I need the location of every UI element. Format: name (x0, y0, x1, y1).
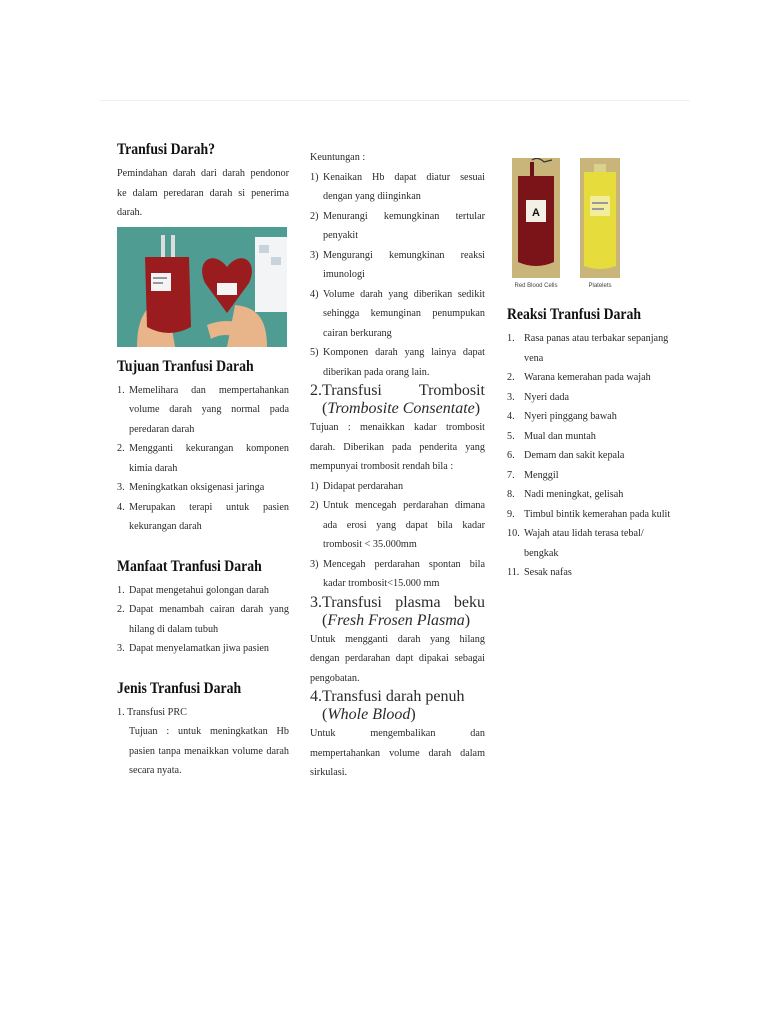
top-divider (100, 100, 690, 101)
blood-bag-photos (512, 158, 672, 291)
list-item: 6. Demam dan sakit kepala (507, 450, 625, 461)
svg-text:A: A (532, 207, 540, 219)
list-item: 3. Meningkatkan oksigenasi jaringa (117, 482, 265, 493)
transfusi-plasma-beku-desc: Untuk mengganti darah yang hilang dengan perdarahan dapt dipakai sebagai pengobatan. (310, 633, 485, 684)
column-1 (117, 140, 289, 781)
list-item: 2. Dapat menambah cairan darah yang hilang di dalam tubuh (117, 604, 289, 635)
list-item: 3. Nyeri dada (507, 391, 569, 403)
blood-donation-illustration (117, 227, 287, 347)
jenis-heading: Jenis Tranfusi Darah (117, 679, 242, 697)
list-item: 5. Mual dan muntah (507, 430, 596, 442)
transfusi-trombosit-desc: Tujuan : menaikkan kadar trombosit darah. Diberikan pada penderita yang mempunyai trombosit rendah bila : (310, 422, 485, 472)
list-item: 1) Didapat perdarahan (310, 480, 404, 492)
column-3 (507, 148, 672, 583)
keuntungan-list (310, 168, 485, 383)
column-2 (310, 148, 485, 783)
intro-text: Pemindahan darah dari darah pendonor ke dalam peredaran darah si penerima darah. (117, 168, 289, 218)
list-item: 1. Rasa panas atau terbakar sepanjang vena (507, 333, 669, 364)
jenis-item-1-desc: Tujuan : untuk meningkatkan Hb pasien tanpa menaikkan volume darah secara nyata. (129, 726, 289, 776)
platelets-photo (580, 158, 620, 291)
page-title: Tranfusi Darah? (117, 141, 215, 158)
list-item: 8. Nadi meningkat, gelisah (507, 489, 624, 500)
manfaat-heading: Manfaat Tranfusi Darah (117, 557, 262, 575)
list-item: 2) Menurangi kemungkinan tertular penyakit (310, 210, 485, 241)
transfusi-trombosit: 2. Transfusi Trombosit (Trombosite Consentate) (310, 382, 485, 417)
transfusi-darah-penuh: 4. Transfusi darah penuh (Whole Blood) (310, 688, 465, 723)
list-item: 4. Merupakan terapi untuk pasien kekurangan darah (117, 501, 289, 532)
blood-bag-icon (512, 158, 560, 278)
reaksi-list (507, 329, 672, 583)
list-item: 4. Nyeri pinggang bawah (507, 411, 617, 422)
reaksi-heading: Reaksi Tranfusi Darah (507, 306, 642, 323)
list-item: 9. Timbul bintik kemerahan pada kulit (507, 508, 671, 520)
tujuan-list (117, 381, 289, 537)
trombosit-list (310, 477, 485, 594)
list-item: 2) Untuk mencegah perdarahan dimana ada erosi yang dapat bila kadar trombosit < 35.000mm (310, 500, 485, 550)
list-item: 1) Kenaikan Hb dapat diatur sesuai dengan yang diinginkan (310, 171, 485, 202)
manfaat-list (117, 581, 289, 659)
list-item: 3) Mencegah perdarahan spontan bila kadar trombosit<15.000 mm (310, 558, 485, 589)
list-item: 3) Mengurangi kemungkinan reaksi imunologi (310, 249, 485, 280)
list-item: 4) Volume darah yang diberikan sedikit sehingga kemunginan penumpukan cairan berkurang (310, 288, 485, 339)
transfusi-darah-penuh-desc: Untuk mengembalikan dan mempertahankan volume darah dalam sirkulasi. (310, 728, 485, 778)
list-item: 1. Memelihara dan mempertahankan volume darah yang normal pada peredaran darah (117, 384, 289, 435)
platelet-bag-icon (580, 158, 620, 278)
list-item: 5) Komponen darah yang lainya dapat diberikan pada orang lain. (310, 347, 485, 378)
platelets-caption: Platelets (588, 283, 612, 289)
keuntungan-label: Keuntungan : (310, 152, 366, 163)
list-item: 1. Dapat mengetahui golongan darah (117, 584, 270, 596)
tujuan-heading: Tujuan Tranfusi Darah (117, 357, 254, 375)
list-item: 7. Menggil (507, 469, 559, 481)
jenis-item-1: 1. Transfusi PRC (117, 706, 187, 718)
list-item: 2. Mengganti kekurangan komponen kimia darah (117, 443, 289, 474)
transfusi-plasma-beku: 3. Transfusi plasma beku (Fresh Frosen Plasma) (310, 593, 485, 629)
list-item: 10. Wajah atau lidah terasa tebal/ bengkak (507, 528, 644, 559)
list-item: 11. Sesak nafas (507, 567, 572, 578)
list-item: 3. Dapat menyelamatkan jiwa pasien (117, 643, 270, 654)
list-item: 2. Warana kemerahan pada wajah (507, 372, 651, 383)
red-blood-cells-photo (512, 158, 560, 291)
red-blood-cells-caption: Red Blood Cells (514, 283, 558, 289)
